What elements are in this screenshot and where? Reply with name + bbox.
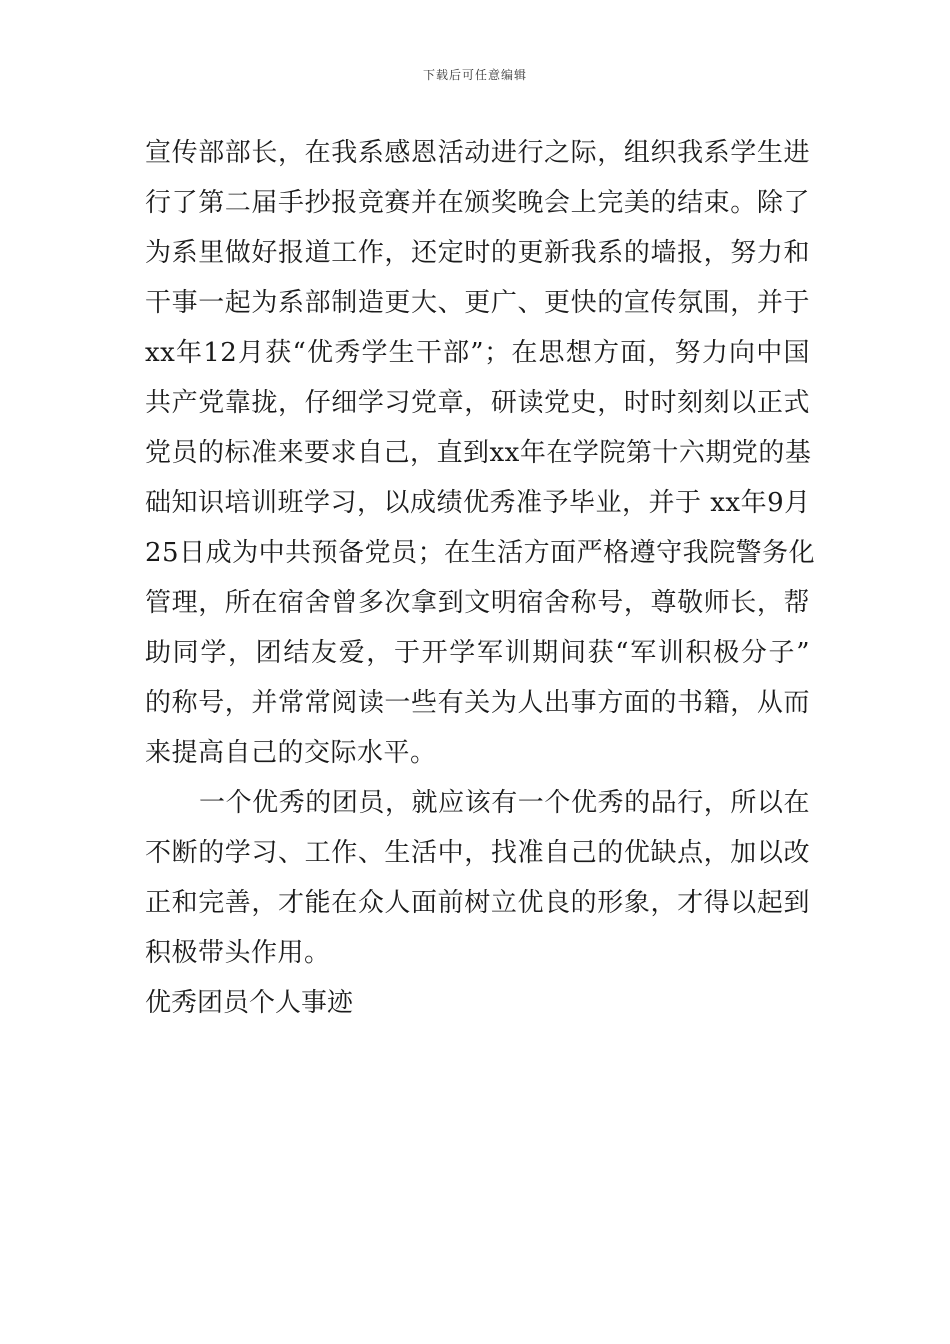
text-line: 不断的学习、工作、生活中，找准自己的优缺点，加以改: [145, 838, 810, 868]
text-line: 正和完善，才能在众人面前树立优良的形象，才得以起到: [145, 888, 810, 918]
header-note: 下载后可任意编辑: [422, 68, 527, 82]
text-line: 础知识培训班学习，以成绩优秀准予毕业，并于 xx年9月: [145, 488, 811, 518]
text-line: 党员的标准来要求自己，直到xx年在学院第十六期党的基: [145, 438, 812, 468]
text-line: 宣传部部长，在我系感恩活动进行之际，组织我系学生进: [145, 138, 810, 168]
text-line: 来提高自己的交际水平。: [145, 738, 437, 768]
paragraph-2: [145, 778, 810, 978]
text-line: 助同学，团结友爱，于开学军训期间获“军训积极分子”: [145, 638, 810, 668]
closing-title: 优秀团员个人事迹: [145, 988, 354, 1018]
text-line: 25日成为中共预备党员；在生活方面严格遵守我院警务化: [145, 538, 816, 568]
text-line: 行了第二届手抄报竞赛并在颁奖晚会上完美的结束。除了: [145, 188, 810, 218]
text-line: 干事一起为系部制造更大、更广、更快的宣传氛围，并于: [145, 288, 810, 318]
text-line: 的称号，并常常阅读一些有关为人出事方面的书籍，从而: [145, 688, 810, 718]
paragraph-1: [145, 128, 816, 778]
text-line: 一个优秀的团员，就应该有一个优秀的品行，所以在: [199, 788, 810, 818]
text-line: 管理，所在宿舍曾多次拿到文明宿舍称号，尊敬师长，帮: [145, 588, 810, 618]
body-text: [145, 128, 816, 1028]
text-line: xx年12月获“优秀学生干部”；在思想方面，努力向中国: [145, 338, 810, 368]
text-line: 积极带头作用。: [145, 938, 331, 968]
text-line: 为系里做好报道工作，还定时的更新我系的墙报，努力和: [145, 238, 810, 268]
text-line: 共产党靠拢，仔细学习党章，研读党史，时时刻刻以正式: [145, 388, 810, 418]
